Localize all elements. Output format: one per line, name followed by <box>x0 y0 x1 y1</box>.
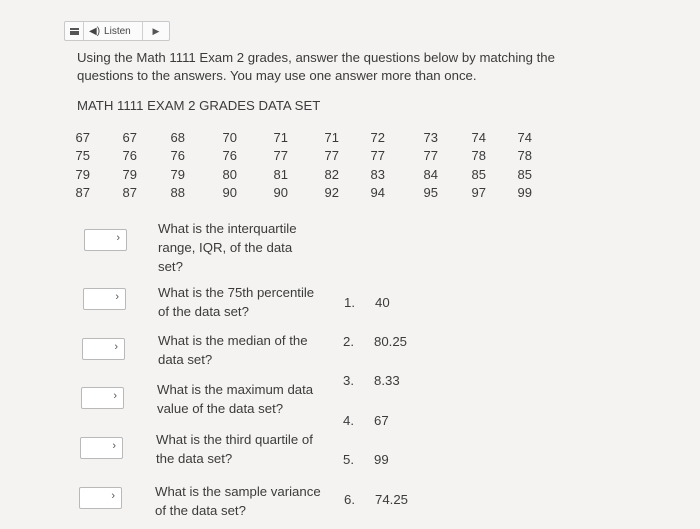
chevron-down-icon: › <box>114 341 118 353</box>
answer-item-3: 3. 8.33 <box>343 373 400 388</box>
menu-icon[interactable] <box>65 22 84 40</box>
dataset-cell: 88 <box>170 185 185 201</box>
answer-item-4: 4. 67 <box>343 413 389 428</box>
question-5: What is the third quartile of the data set? <box>156 432 313 466</box>
dataset-title: MATH 1111 EXAM 2 GRADES DATA SET <box>77 98 321 113</box>
dataset-cell: 71 <box>324 129 339 145</box>
dataset-cell: 84 <box>423 166 438 182</box>
dataset-cell: 87 <box>75 185 90 201</box>
dataset-cell: 76 <box>222 148 237 164</box>
dataset-cell: 73 <box>423 129 438 145</box>
dataset-cell: 68 <box>170 129 185 145</box>
answer-item-6: 6. 74.25 <box>344 492 409 507</box>
chevron-down-icon: › <box>115 291 119 303</box>
dataset-cell: 94 <box>370 185 385 201</box>
dataset-cell: 77 <box>423 148 438 164</box>
dataset-cell: 79 <box>75 166 90 182</box>
dataset-cell: 87 <box>122 185 137 201</box>
question-3: What is the median of the data set? <box>158 333 308 367</box>
dataset-cell: 79 <box>122 166 137 182</box>
dataset-cell: 90 <box>222 185 237 201</box>
answer-select-5[interactable] <box>80 437 123 459</box>
question-4: What is the maximum data value of the data set? <box>157 382 314 416</box>
answer-item-2: 2. 80.25 <box>343 334 408 349</box>
dataset-cell: 78 <box>517 148 532 164</box>
intro-text: Using the Math 1111 Exam 2 grades, answer the questions below by matching the questions to the answers. You may use one answer more than once. <box>77 50 555 83</box>
answer-item-1: 1. 40 <box>344 295 390 310</box>
chevron-down-icon: › <box>113 390 117 402</box>
dataset-cell: 77 <box>273 148 288 164</box>
question-1: What is the interquartile range, IQR, of the data set? <box>158 221 297 274</box>
dataset-row <box>70 184 532 203</box>
dataset-cell: 85 <box>517 166 532 182</box>
answer-item-5: 5. 99 <box>343 452 389 467</box>
answer-select-1[interactable] <box>84 229 127 251</box>
dataset-cell: 95 <box>423 185 438 201</box>
dataset-cell: 83 <box>370 166 385 182</box>
dataset-cell: 74 <box>471 129 486 145</box>
dataset-cell: 70 <box>222 129 237 145</box>
dataset-cell: 67 <box>122 129 137 145</box>
dataset-cell: 76 <box>170 148 185 164</box>
dataset-cell: 85 <box>471 166 486 182</box>
answer-select-2[interactable] <box>83 288 126 310</box>
dataset-cell: 67 <box>75 129 90 145</box>
dataset-cell: 77 <box>370 148 385 164</box>
dataset-cell: 82 <box>324 166 339 182</box>
listen-label[interactable]: Listen <box>104 25 131 37</box>
answer-select-4[interactable] <box>81 387 124 409</box>
dataset-cell: 76 <box>122 148 137 164</box>
chevron-down-icon: › <box>111 490 115 502</box>
dataset-cell: 72 <box>370 129 385 145</box>
play-icon[interactable]: ▶ <box>142 22 169 40</box>
dataset-cell: 81 <box>273 166 288 182</box>
dataset-cell: 77 <box>324 148 339 164</box>
listen-toolbar[interactable] <box>64 21 170 41</box>
dataset-row <box>70 165 532 184</box>
dataset-cell: 74 <box>517 129 532 145</box>
question-6: What is the sample variance of the data set? <box>155 484 321 518</box>
chevron-down-icon: › <box>116 232 120 244</box>
dataset-cell: 75 <box>75 148 90 164</box>
dataset-cell: 79 <box>170 166 185 182</box>
dataset-cell: 99 <box>517 185 532 201</box>
dataset-cell: 71 <box>273 129 288 145</box>
dataset-cell: 80 <box>222 166 237 182</box>
dataset-cell: 97 <box>471 185 486 201</box>
dataset-cell: 78 <box>471 148 486 164</box>
dataset-table <box>70 128 532 202</box>
answer-select-3[interactable] <box>82 338 125 360</box>
dataset-cell: 90 <box>273 185 288 201</box>
question-2: What is the 75th percentile of the data set? <box>158 285 315 319</box>
chevron-down-icon: › <box>112 440 116 452</box>
dataset-row <box>70 147 532 166</box>
answer-select-6[interactable] <box>79 487 122 509</box>
speaker-icon: ◀) <box>89 25 101 37</box>
dataset-row <box>70 128 532 147</box>
dataset-cell: 92 <box>324 185 339 201</box>
